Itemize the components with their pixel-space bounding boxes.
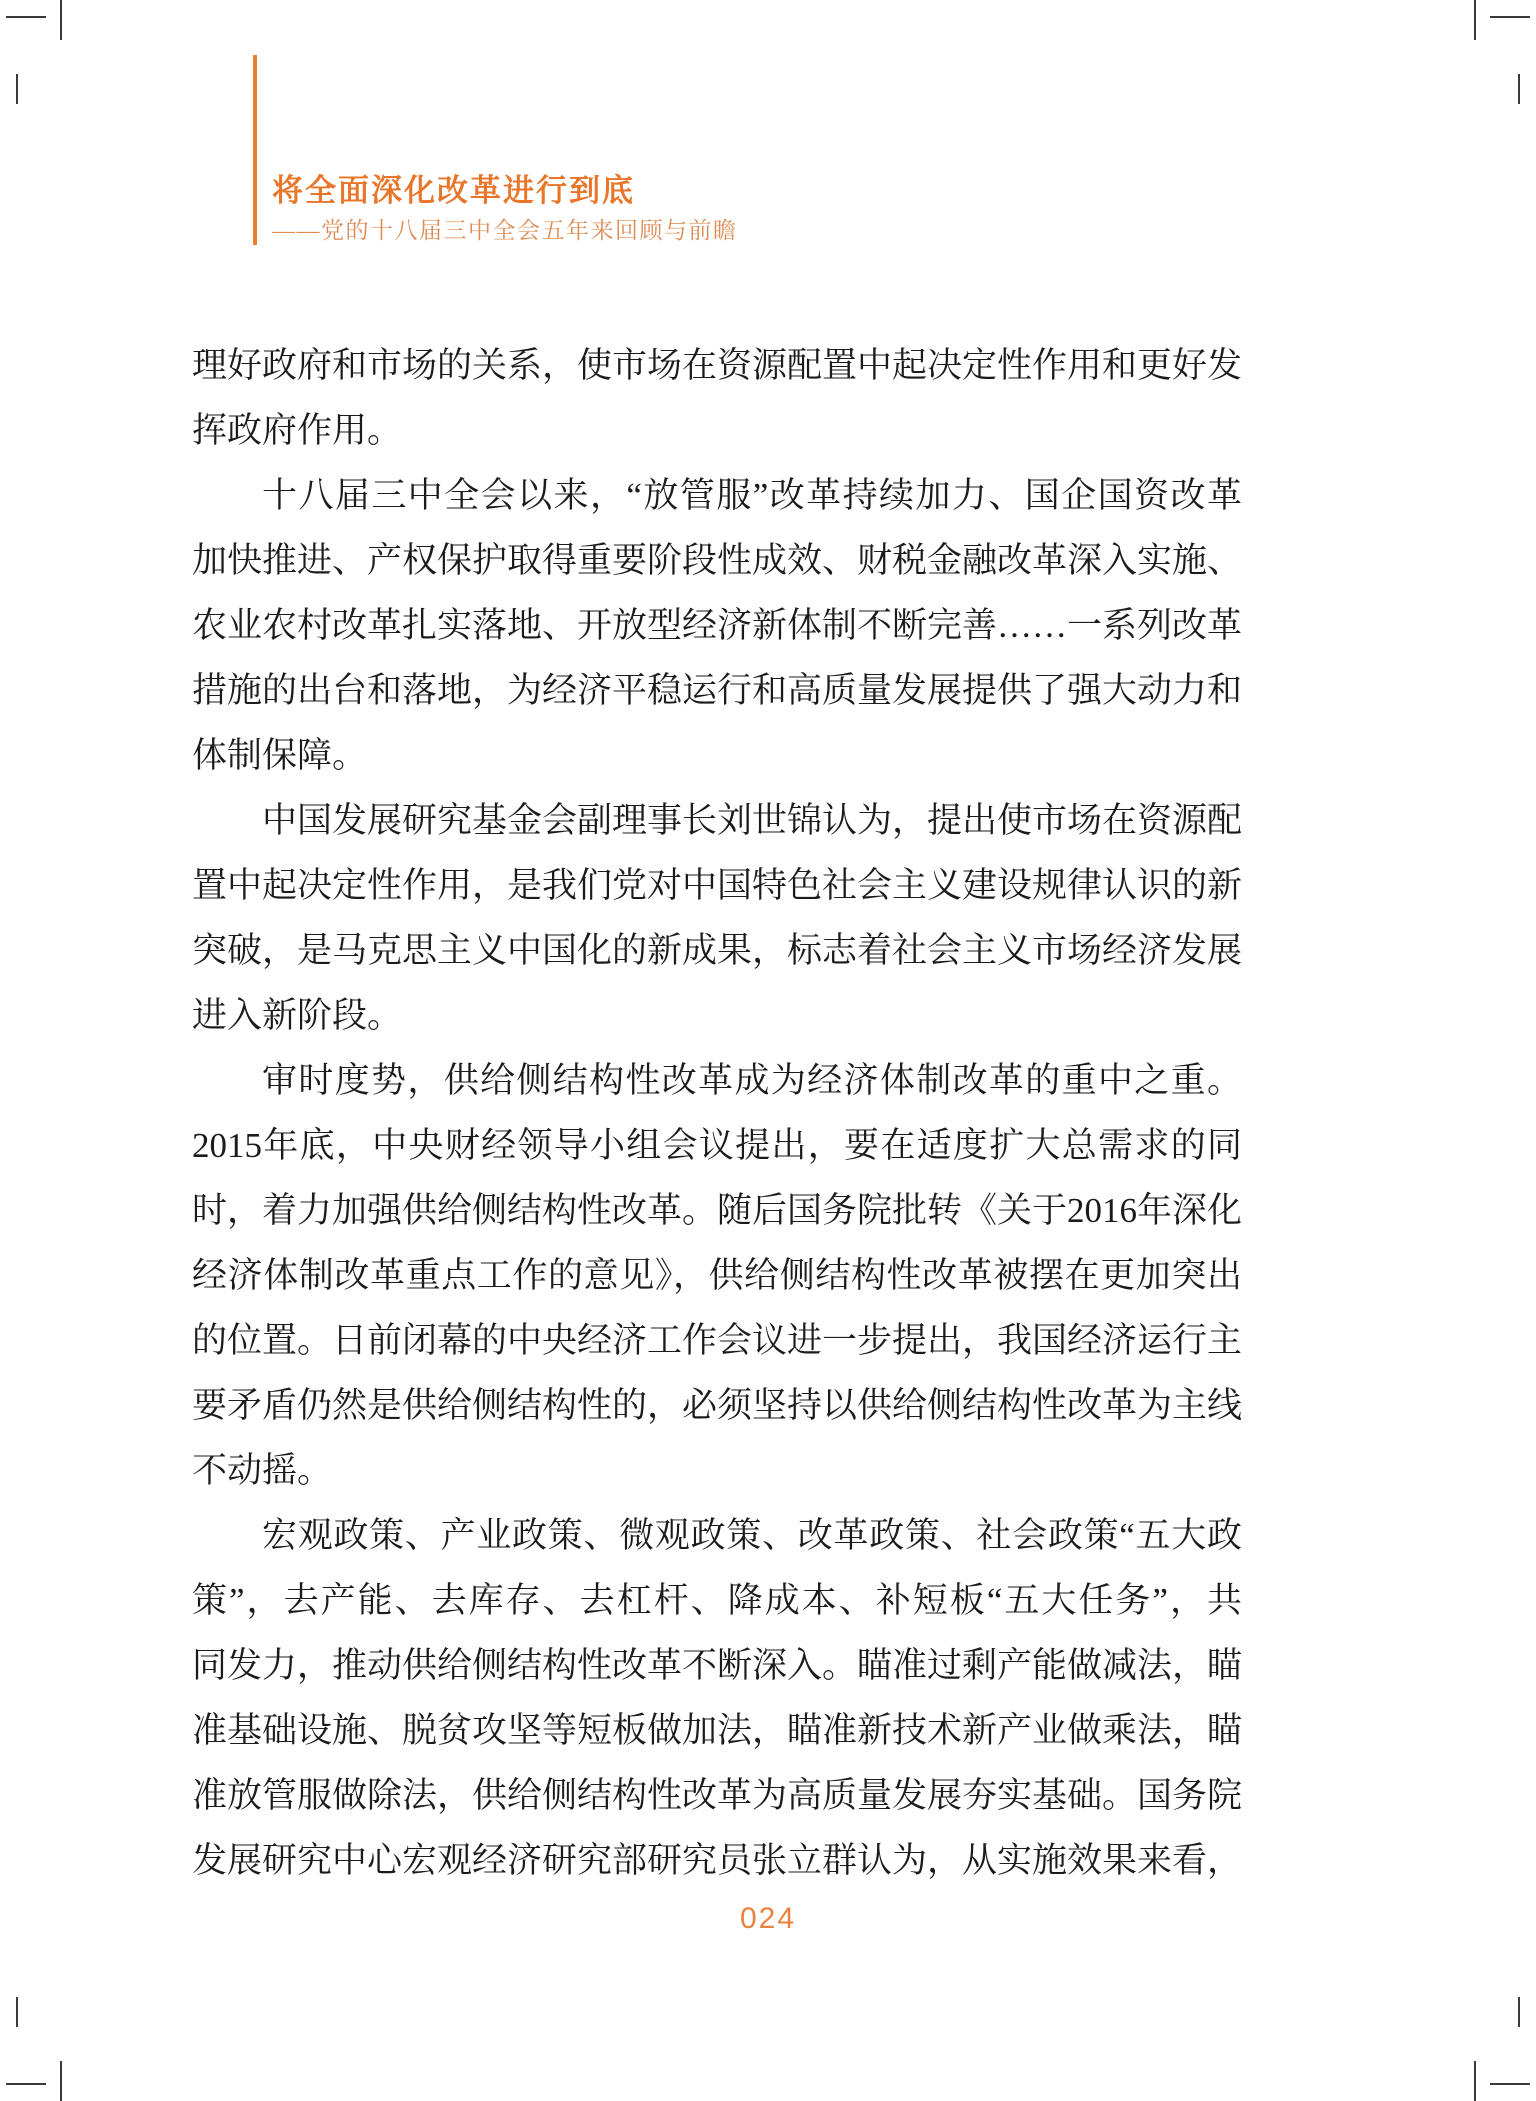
crop-mark-bottom-right-vertical	[1474, 2061, 1476, 2101]
header-accent-rule	[253, 55, 257, 245]
body-line: 体制保障。	[192, 736, 368, 775]
running-header-subtitle: ——党的十八届三中全会五年来回顾与前瞻	[272, 218, 738, 243]
running-header-title: 将全面深化改革进行到底	[272, 173, 635, 208]
paragraph	[192, 1503, 1242, 1893]
crop-mark-left-upper-tick	[16, 74, 18, 104]
paragraph	[192, 333, 1242, 463]
crop-mark-bottom-right-horizontal	[1490, 2083, 1530, 2085]
crop-mark-left-lower-tick	[16, 1997, 18, 2027]
body-text	[192, 333, 1242, 1893]
body-line: 挥政府作用。	[192, 411, 403, 450]
crop-mark-top-left-horizontal	[6, 16, 46, 18]
body-line: 中国发展研究基金会副理事长刘世锦认为，提出使市场在资源配	[262, 801, 1242, 840]
body-line: 审时度势，供给侧结构性改革成为经济体制改革的重中之重。	[262, 1061, 1242, 1100]
body-line: 的位置。日前闭幕的中央经济工作会议进一步提出，我国经济运行主	[192, 1321, 1242, 1360]
body-line: 进入新阶段。	[192, 996, 403, 1035]
body-line: 置中起决定性作用，是我们党对中国特色社会主义建设规律认识的新	[192, 866, 1242, 905]
crop-mark-top-left-vertical	[60, 0, 62, 40]
crop-mark-top-right-vertical	[1474, 0, 1476, 40]
body-line: 不动摇。	[192, 1451, 333, 1490]
body-line: 加快推进、产权保护取得重要阶段性成效、财税金融改革深入实施、	[192, 541, 1242, 580]
paragraph	[192, 788, 1242, 1048]
body-line: 理好政府和市场的关系，使市场在资源配置中起决定性作用和更好发	[192, 346, 1242, 385]
crop-mark-top-right-horizontal	[1490, 16, 1530, 18]
body-line: 宏观政策、产业政策、微观政策、改革政策、社会政策“五大政	[262, 1516, 1242, 1555]
body-line: 经济体制改革重点工作的意见》，供给侧结构性改革被摆在更加突出	[192, 1256, 1242, 1295]
page-number: 024	[739, 1902, 797, 1935]
body-line: 2015年底，中央财经领导小组会议提出，要在适度扩大总需求的同	[192, 1126, 1242, 1165]
body-line: 措施的出台和落地，为经济平稳运行和高质量发展提供了强大动力和	[192, 671, 1242, 710]
body-line: 准放管服做除法，供给侧结构性改革为高质量发展夯实基础。国务院	[192, 1776, 1242, 1815]
body-line: 突破，是马克思主义中国化的新成果，标志着社会主义市场经济发展	[192, 931, 1242, 970]
body-line: 发展研究中心宏观经济研究部研究员张立群认为，从实施效果来看，	[192, 1841, 1242, 1880]
paragraph	[192, 463, 1242, 788]
body-line: 策”，去产能、去库存、去杠杆、降成本、补短板“五大任务”，共	[192, 1581, 1242, 1620]
crop-mark-bottom-left-horizontal	[6, 2083, 46, 2085]
crop-mark-right-upper-tick	[1518, 74, 1520, 104]
body-line: 时，着力加强供给侧结构性改革。随后国务院批转《关于2016年深化	[192, 1191, 1242, 1230]
crop-mark-bottom-left-vertical	[60, 2061, 62, 2101]
crop-mark-right-lower-tick	[1518, 1997, 1520, 2027]
body-line: 农业农村改革扎实落地、开放型经济新体制不断完善……一系列改革	[192, 606, 1242, 645]
paragraph	[192, 1048, 1242, 1503]
body-line: 准基础设施、脱贫攻坚等短板做加法，瞄准新技术新产业做乘法，瞄	[192, 1711, 1242, 1750]
body-line: 十八届三中全会以来，“放管服”改革持续加力、国企国资改革	[262, 476, 1242, 515]
body-line: 同发力，推动供给侧结构性改革不断深入。瞄准过剩产能做减法，瞄	[192, 1646, 1242, 1685]
body-line: 要矛盾仍然是供给侧结构性的，必须坚持以供给侧结构性改革为主线	[192, 1386, 1242, 1425]
